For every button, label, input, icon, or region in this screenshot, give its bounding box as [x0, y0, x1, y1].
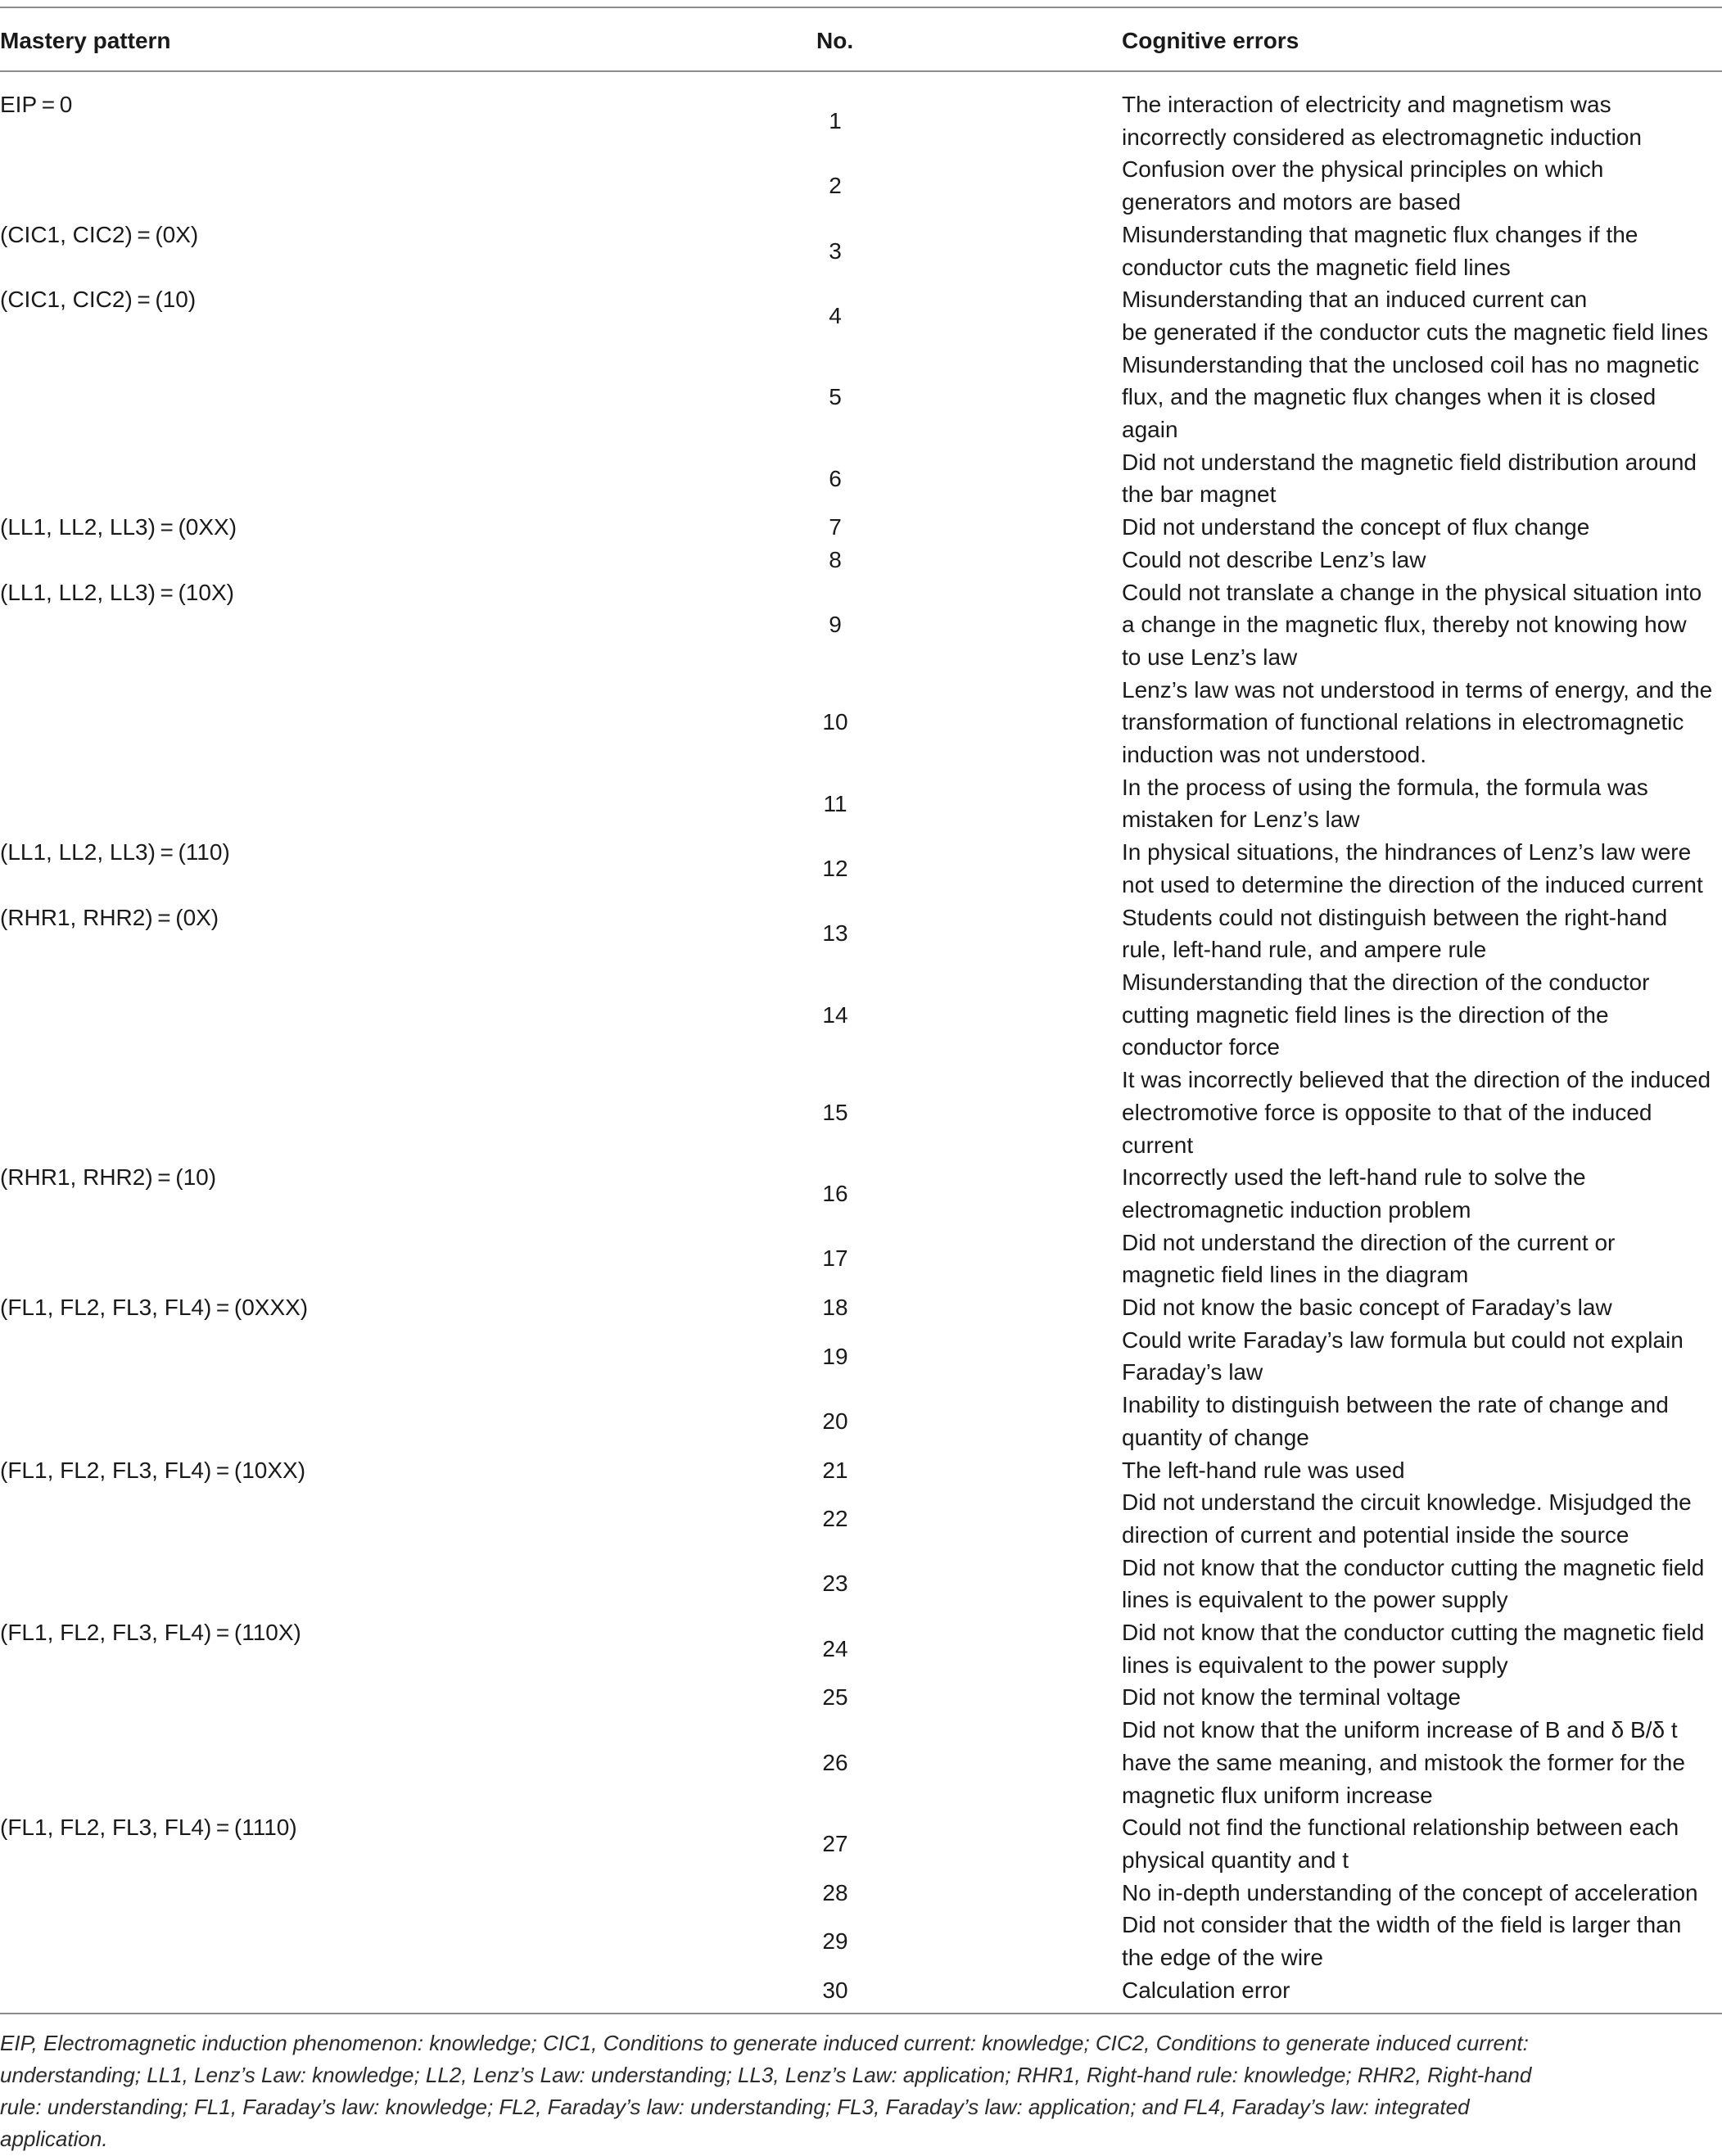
- number-cell: 16: [822, 1181, 848, 1207]
- mastery-pattern-cell: (LL1, LL2, LL3) = (0XX): [0, 514, 237, 540]
- mastery-pattern-cell: EIP = 0: [0, 92, 73, 117]
- mastery-pattern-cell: (FL1, FL2, FL3, FL4) = (10XX): [0, 1457, 306, 1483]
- number-cell: 24: [822, 1635, 848, 1661]
- cognitive-error-cell: Could write Faraday’s law formula but could not explain Faraday’s law: [1122, 1327, 1684, 1385]
- mastery-pattern-cell: (RHR1, RHR2) = (10): [0, 1164, 217, 1191]
- table-row: [0, 576, 1722, 674]
- mastery-pattern-cell: (LL1, LL2, LL3) = (10X): [0, 579, 234, 605]
- mastery-pattern-cell: (FL1, FL2, FL3, FL4) = (110X): [0, 1620, 301, 1646]
- cognitive-error-cell: The left-hand rule was used: [1122, 1457, 1405, 1483]
- cognitive-error-cell: The interaction of electricity and magnetism was incorrectly considered as electromagnetic induction: [1122, 92, 1642, 150]
- table-row: [0, 544, 1722, 576]
- table-row: [0, 1064, 1722, 1161]
- table-row: [0, 771, 1722, 836]
- cognitive-error-cell: Did not know the terminal voltage: [1122, 1684, 1461, 1711]
- cognitive-error-cell: Confusion over the physical principles on which generators and motors are based: [1122, 156, 1604, 215]
- number-cell: 30: [822, 1977, 848, 2003]
- table-row: [0, 446, 1722, 511]
- cognitive-error-cell: Did not understand the direction of the current or magnetic field lines in the diagram: [1122, 1229, 1616, 1288]
- cognitive-error-cell: Did not know that the uniform increase of B and δ B/δ t have the same meaning, and mistook the former for the magnetic flux uniform increase: [1122, 1717, 1685, 1808]
- number-cell: 6: [829, 465, 842, 491]
- number-cell: 9: [829, 612, 842, 638]
- table-row: [0, 88, 1722, 153]
- cognitive-error-cell: In physical situations, the hindrances of Lenz’s law were not used to determine the direction of the induced current: [1122, 839, 1703, 897]
- cognitive-error-cell: Did not understand the circuit knowledge. Misjudged the direction of current and potential inside the source: [1122, 1489, 1692, 1548]
- cognitive-error-cell: Could not translate a change in the physical situation into a change in the magnetic flux, thereby not knowing how to use Lenz’s law: [1122, 579, 1702, 670]
- table-row: [0, 219, 1722, 283]
- table-body: [0, 88, 1722, 2006]
- number-cell: 3: [829, 237, 842, 264]
- cognitive-error-cell: Did not consider that the width of the field is larger than the edge of the wire: [1122, 1912, 1682, 1971]
- cognitive-error-cell: Did not know that the conductor cutting the magnetic field lines is equivalent to the power supply: [1122, 1554, 1705, 1613]
- number-cell: 7: [829, 514, 842, 540]
- cognitive-error-cell: It was incorrectly believed that the direction of the induced electromotive force is opposite to that of the induced current: [1122, 1067, 1711, 1158]
- table-header-rule: [0, 70, 1722, 72]
- cognitive-error-cell: Inability to distinguish between the rate of change and quantity of change: [1122, 1392, 1669, 1450]
- number-cell: 21: [822, 1457, 848, 1483]
- number-cell: 11: [823, 790, 847, 816]
- cognitive-error-cell: Students could not distinguish between the right-hand rule, left-hand rule, and ampere rule: [1122, 904, 1668, 963]
- number-cell: 8: [829, 546, 842, 572]
- cognitive-error-cell: Misunderstanding that an induced current can be generated if the conductor cuts the magnetic field lines: [1122, 287, 1708, 345]
- number-cell: 10: [822, 709, 848, 735]
- table-row: [0, 1291, 1722, 1324]
- table-row: [0, 836, 1722, 901]
- number-cell: 14: [822, 1001, 848, 1028]
- number-cell: 26: [822, 1749, 848, 1775]
- table-footnote: EIP, Electromagnetic induction phenomenon: knowledge; CIC1, Conditions to generate induced current: knowledge; CIC2, Conditions to generate induced current: understanding; LL1, Lenz’s Law: knowledge; LL2, Lenz’s Law: understanding; LL3, Lenz’s Law: application; RHR1, Right-hand rule: knowledge; RHR2, Right-hand rule: understanding; FL1, Faraday’s law: knowledge; FL2, Faraday’s law: understanding; FL3, Faraday’s law: application; and FL4, Faraday’s law: integrated application.: [0, 2031, 1532, 2151]
- table-row: [0, 1161, 1722, 1226]
- table-row: [0, 1324, 1722, 1389]
- table-row: [0, 1714, 1722, 1811]
- number-cell: 29: [822, 1928, 848, 1955]
- header-mastery-pattern: Mastery pattern: [0, 28, 171, 53]
- table-row: [0, 1909, 1722, 1973]
- mastery-pattern-cell: (FL1, FL2, FL3, FL4) = (0XXX): [0, 1295, 309, 1321]
- number-cell: 22: [822, 1506, 848, 1532]
- mastery-pattern-cell: (RHR1, RHR2) = (0X): [0, 904, 219, 930]
- table-row: [0, 1974, 1722, 2007]
- number-cell: 18: [822, 1295, 848, 1321]
- cognitive-error-cell: Did not understand the concept of flux change: [1122, 514, 1590, 540]
- table-row: [0, 902, 1722, 966]
- table-row: [0, 1454, 1722, 1487]
- number-cell: 17: [822, 1245, 848, 1272]
- table-row: [0, 1811, 1722, 1876]
- cognitive-error-cell: Calculation error: [1122, 1977, 1290, 2003]
- mastery-pattern-cell: (CIC1, CIC2) = (10): [0, 287, 197, 313]
- number-cell: 28: [822, 1879, 848, 1905]
- table-row: [0, 1227, 1722, 1291]
- table-row: [0, 283, 1722, 348]
- cognitive-error-cell: Incorrectly used the left-hand rule to solve the electromagnetic induction problem: [1122, 1164, 1586, 1223]
- header-cognitive-errors: Cognitive errors: [1122, 28, 1299, 53]
- table-row: [0, 966, 1722, 1064]
- header-number: No.: [816, 28, 854, 53]
- cognitive-error-cell: Did not know that the conductor cutting the magnetic field lines is equivalent to the power supply: [1122, 1620, 1705, 1678]
- cognitive-error-cell: Misunderstanding that magnetic flux changes if the conductor cuts the magnetic field lines: [1122, 221, 1638, 280]
- number-cell: 19: [822, 1343, 848, 1369]
- number-cell: 27: [822, 1831, 848, 1857]
- table-row: [0, 1616, 1722, 1681]
- cognitive-error-cell: Did not understand the magnetic field distribution around the bar magnet: [1122, 449, 1697, 508]
- cognitive-error-cell: In the process of using the formula, the formula was mistaken for Lenz’s law: [1122, 774, 1648, 833]
- mastery-pattern-cell: (CIC1, CIC2) = (0X): [0, 221, 199, 247]
- number-cell: 23: [822, 1571, 848, 1597]
- cognitive-error-cell: Did not know the basic concept of Faraday’s law: [1122, 1295, 1612, 1321]
- table-row: [0, 1877, 1722, 1910]
- cognitive-error-cell: Misunderstanding that the unclosed coil has no magnetic flux, and the magnetic flux changes when it is closed again: [1122, 351, 1700, 443]
- number-cell: 2: [829, 173, 842, 199]
- table-row: [0, 1486, 1722, 1551]
- cognitive-error-cell: Could not describe Lenz’s law: [1122, 546, 1426, 572]
- cognitive-error-cell: No in-depth understanding of the concept of acceleration: [1122, 1879, 1698, 1905]
- mastery-pattern-cell: (FL1, FL2, FL3, FL4) = (1110): [0, 1815, 297, 1841]
- number-cell: 15: [822, 1099, 848, 1125]
- table-top-rule: [0, 7, 1722, 8]
- table-row: [0, 1552, 1722, 1616]
- table-row: [0, 674, 1722, 771]
- table-row: [0, 349, 1722, 446]
- cognitive-error-cell: Could not find the functional relationship between each physical quantity and t: [1122, 1815, 1679, 1873]
- number-cell: 1: [829, 107, 842, 133]
- table-row: [0, 511, 1722, 544]
- cognitive-error-cell: Misunderstanding that the direction of the conductor cutting magnetic field lines is the direction of the conductor force: [1122, 969, 1650, 1060]
- table-bottom-rule: [0, 2013, 1722, 2014]
- number-cell: 4: [829, 303, 842, 329]
- number-cell: 13: [822, 920, 848, 947]
- mastery-pattern-cell: (LL1, LL2, LL3) = (110): [0, 839, 230, 866]
- cognitive-error-cell: Lenz’s law was not understood in terms of energy, and the transformation of functional relations in electromagnetic induction was not understood.: [1122, 676, 1713, 768]
- number-cell: 12: [822, 856, 848, 882]
- table-row: [0, 1681, 1722, 1714]
- number-cell: 25: [822, 1684, 848, 1711]
- number-cell: 20: [822, 1408, 848, 1434]
- table-row: [0, 153, 1722, 218]
- number-cell: 5: [829, 384, 842, 410]
- table-row: [0, 1389, 1722, 1453]
